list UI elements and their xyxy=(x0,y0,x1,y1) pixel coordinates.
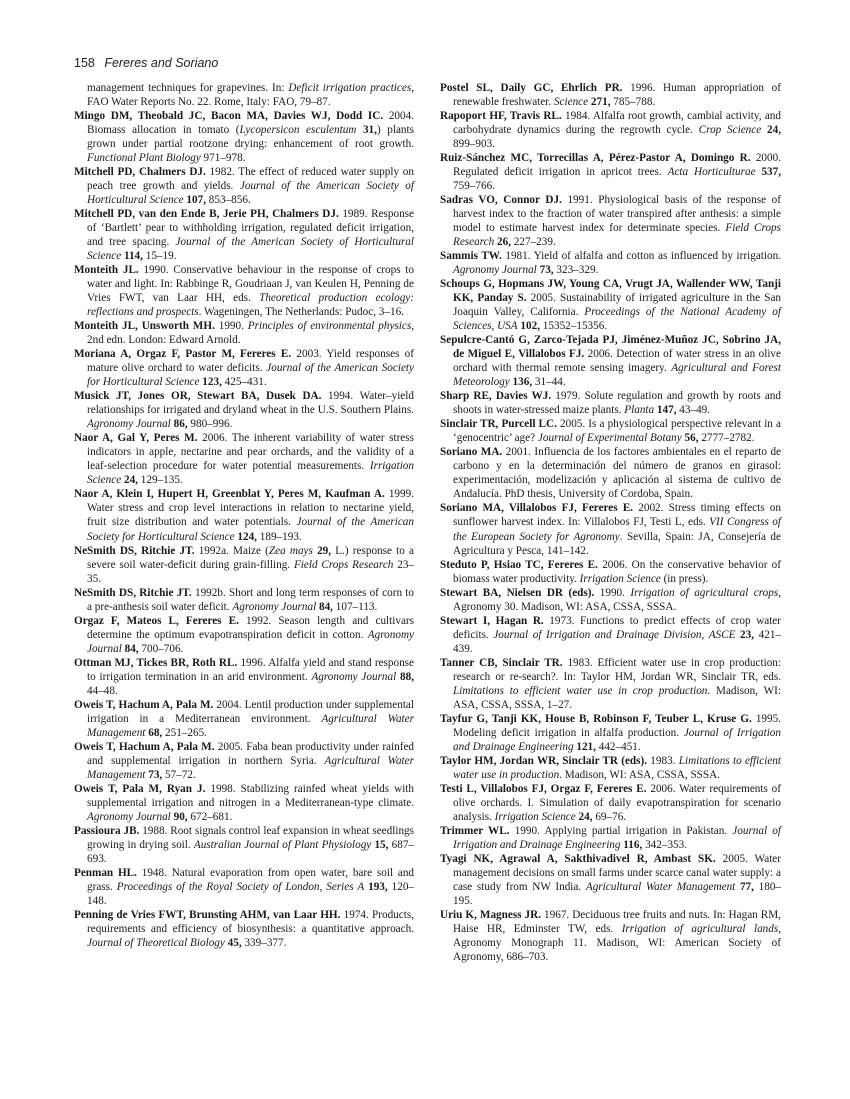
reference-text: 2005. Is a physiological perspective relevant in a ‘genocentric’ age? xyxy=(453,418,781,445)
reference-journal: Agronomy Journal xyxy=(311,670,397,683)
reference-authors: Tanner CB, Sinclair TR. xyxy=(440,656,563,669)
reference-authors: Sinclair TR, Purcell LC. xyxy=(440,418,557,431)
reference-text: , Agronomy Monograph 11. Madison, WI: American Society of Agronomy, 686–703. xyxy=(453,922,781,963)
reference-volume: 107, xyxy=(183,194,206,207)
reference-text: 785–788. xyxy=(610,96,656,109)
reference-text: 1992. Season length and cultivars determine the optimum evapotranspiration deficit in cotton. xyxy=(87,614,414,641)
reference-text: 31–44. xyxy=(532,376,566,389)
reference-authors: Stewart I, Hagan R. xyxy=(440,614,544,627)
reference-text: 853–856. xyxy=(206,194,251,207)
reference-authors: Oweis T, Hachum A, Pala M. xyxy=(74,740,215,753)
reference-text: 1990. xyxy=(594,586,631,599)
reference-text: 2001. Influencia de los factores ambientales en el reparto de carbono y en la determinación del número de granos en girasol: experimentación, modelización y aplicación al sistema de cultivo de Andalucía. PhD thesis, University of Cordoba, Spain. xyxy=(453,446,781,501)
reference-journal: Irrigation of agricultural crops xyxy=(630,586,779,599)
reference-volume: 116, xyxy=(620,838,643,851)
page-number: 158 xyxy=(74,56,95,70)
reference-text: , FAO Water Reports No. 22. Rome, Italy: FAO, 79–87. xyxy=(87,82,414,109)
reference-text: L.) response to a severe soil water-deficit during grain-filling. xyxy=(87,544,414,571)
reference-authors: Oweis T, Hachum A, Pala M. xyxy=(74,698,214,711)
reference-journal: Agricultural Water Management xyxy=(87,754,414,781)
reference-text: 180–195. xyxy=(453,880,782,907)
reference-text: 107–113. xyxy=(332,600,378,613)
reference-authors: Monteith JL. xyxy=(74,264,139,277)
reference-text: 672–681. xyxy=(187,810,233,823)
reference-volume: 31, xyxy=(356,124,377,137)
reference-entry xyxy=(74,487,414,543)
reference-text: 442–451. xyxy=(595,740,641,753)
reference-text: 227–239. xyxy=(511,236,556,249)
reference-authors: Mitchell PD, van den Ende B, Jerie PH, Chalmers DJ. xyxy=(74,208,339,221)
reference-text: 2777–2782. xyxy=(698,432,755,445)
reference-authors: Taylor HM, Jordan WR, Sinclair TR (eds). xyxy=(440,754,648,767)
reference-volume: 537, xyxy=(755,166,782,179)
reference-entry xyxy=(74,389,414,431)
reference-entry xyxy=(74,614,414,656)
reference-entry xyxy=(74,319,414,347)
reference-volume: 77, xyxy=(735,880,754,893)
reference-text: 43–49. xyxy=(676,404,711,417)
reference-text: 339–377. xyxy=(241,936,287,949)
reference-entry xyxy=(440,151,781,193)
reference-entry xyxy=(440,417,781,445)
reference-text: 251–265. xyxy=(162,726,207,739)
reference-volume: 147, xyxy=(654,404,677,417)
reference-journal: Zea mays xyxy=(268,544,313,557)
reference-text: 69–76. xyxy=(592,810,627,823)
reference-text: . Madison, WI: ASA, CSSA, SSSA. xyxy=(559,768,720,781)
reference-text: 1990. xyxy=(214,320,248,333)
reference-entry xyxy=(440,782,781,824)
reference-volume: 56, xyxy=(681,432,699,445)
reference-text: 687–693. xyxy=(87,838,415,865)
reference-volume: 86, xyxy=(170,418,188,431)
reference-authors: NeSmith DS, Ritchie JT. xyxy=(74,586,192,599)
reference-volume: 121, xyxy=(573,740,596,753)
reference-entry xyxy=(74,347,414,389)
reference-authors: Testi L, Villalobos FJ, Orgaz F, Fereres E. xyxy=(440,782,647,795)
reference-text: 1995. Modeling deficit irrigation in alfalfa production. xyxy=(453,712,782,739)
reference-journal: Journal of the American Society for Horticultural Science xyxy=(87,362,414,389)
reference-volume: 24, xyxy=(121,474,138,487)
reference-authors: Naor A, Klein I, Hupert H, Greenblat Y, Peres M, Kaufman A. xyxy=(74,488,385,501)
reference-entry xyxy=(440,333,781,389)
reference-text: 1998. Stabilizing rainfed wheat yields with supplemental irrigation and nitrogen in a Mediterranean-type climate. xyxy=(87,782,415,809)
reference-journal: Theoretical production ecology: reflections and prospects xyxy=(87,292,414,319)
reference-entry xyxy=(440,501,781,557)
reference-text: 2005. Sustainability of irrigated agriculture in the San Joaquin Valley, California. xyxy=(453,292,782,319)
reference-entry xyxy=(74,782,414,824)
reference-journal: Crop Science xyxy=(698,124,762,137)
reference-text: 129–135. xyxy=(137,474,183,487)
reference-authors: Rapoport HF, Travis RL. xyxy=(440,110,562,123)
reference-text: 2004. Lentil production under supplemental irrigation in a Mediterranean environment. xyxy=(87,698,414,725)
reference-volume: 193, xyxy=(364,880,388,893)
reference-text: , 2nd edn. London: Edward Arnold. xyxy=(87,320,414,347)
reference-volume: 24, xyxy=(575,810,593,823)
reference-authors: Penning de Vries FWT, Brunsting AHM, van Laar HH. xyxy=(74,908,341,921)
reference-journal: Principles of environmental physics xyxy=(247,320,412,333)
reference-journal: Journal of the American Society for Horticultural Science xyxy=(87,516,414,543)
reference-entry xyxy=(440,908,781,964)
reference-text: 15–19. xyxy=(142,250,177,263)
reference-journal: Proceedings of the National Academy of Sciences, USA xyxy=(453,306,781,333)
reference-text: 1981. Yield of alfalfa and cotton as influenced by irrigation. xyxy=(501,250,781,263)
reference-text: ) plants grown under partial rootzone drying: enhancement of root growth. xyxy=(87,124,414,151)
reference-journal: Agronomy Journal xyxy=(453,264,537,277)
reference-authors: Moriana A, Orgaz F, Pastor M, Fereres E. xyxy=(74,348,292,361)
reference-entry xyxy=(74,207,414,263)
reference-journal: Agricultural and Forest Meteorology xyxy=(453,362,781,389)
references-left-column xyxy=(74,81,414,950)
reference-entry xyxy=(74,866,414,908)
reference-volume: 136, xyxy=(509,376,533,389)
reference-text: 1991. Physiological basis of the response of harvest index to the fraction of water transpired after anthesis: a simple model to estimate harvest index for determinate species. xyxy=(453,194,781,235)
reference-text: 2006. The inherent variability of water stress indicators in apple, nectarine and pear orchards, and the validity of a leaf-selection procedure for water potential measurements. xyxy=(87,432,414,473)
reference-authors: Oweis T, Pala M, Ryan J. xyxy=(74,782,206,795)
reference-entry xyxy=(440,389,781,417)
reference-authors: Sammis TW. xyxy=(440,250,502,263)
reference-journal: Limitations to efficient water use in production xyxy=(453,754,781,781)
reference-text: 1984. Alfalfa root growth, cambial activity, and carbohydrate dynamics during the regrowth cycle. xyxy=(453,110,781,137)
reference-text: 2006. Water requirements of olive orchards. I. Simulation of daily evapotranspiration for scenario analysis. xyxy=(453,782,781,823)
reference-journal: Agricultural Water Management xyxy=(585,880,736,893)
reference-text: 2004. Biomass allocation in tomato ( xyxy=(87,110,415,137)
reference-entry xyxy=(440,558,781,586)
reference-text: 425–431. xyxy=(221,376,267,389)
reference-text: 1983. Efficient water use in crop production: research or re-search?. In: Taylor HM, Jordan WR, Sinclair TR, eds. xyxy=(453,656,781,683)
reference-journal: Acta Horticulturae xyxy=(667,166,756,179)
reference-text: 1983. xyxy=(647,754,679,767)
reference-text: 2006. On the conservative behavior of biomass water productivity. xyxy=(453,558,781,585)
page-header xyxy=(74,56,218,70)
reference-text: . Sevilla, Spain: JA, Consejería de Agricultura y Pesca, 141–142. xyxy=(453,530,781,557)
reference-text: 1992b. Short and long term responses of corn to a pre-anthesis soil water deficit. xyxy=(87,586,415,613)
reference-text: 1988. Root signals control leaf expansion in wheat seedlings growing in drying soil. xyxy=(87,824,414,851)
reference-journal: Lycopersicon esculentum xyxy=(239,124,357,137)
reference-entry xyxy=(440,249,781,277)
running-head-authors: Fereres and Soriano xyxy=(104,56,219,70)
reference-journal: Journal of Irrigation and Drainage Engineering xyxy=(453,824,781,851)
reference-text: 2005. Faba bean productivity under rainfed and supplemental irrigation in northern Syria. xyxy=(87,740,414,767)
reference-entry xyxy=(440,81,781,109)
reference-journal: VII Congress of the European Society for Agronomy xyxy=(453,516,782,543)
reference-authors: Ruiz-Sánchez MC, Torrecillas A, Pérez-Pastor A, Domingo R. xyxy=(440,152,751,165)
reference-journal: Irrigation of agricultural lands xyxy=(621,922,779,935)
reference-authors: Penman HL. xyxy=(74,866,137,879)
reference-text: 1994. Water–yield relationships for irrigated and dryland wheat in the U.S. Southern Plains. xyxy=(87,390,414,417)
reference-authors: Naor A, Gal Y, Peres M. xyxy=(74,432,198,445)
reference-entry xyxy=(440,824,781,852)
reference-authors: Sharp RE, Davies WJ. xyxy=(440,390,552,403)
reference-text: , Agronomy 30. Madison, WI: ASA, CSSA, SSSA. xyxy=(453,586,782,613)
reference-text: 1948. Natural evaporation from open water, bare soil and grass. xyxy=(87,866,415,893)
reference-text: 1990. Applying partial irrigation in Pakistan. xyxy=(509,824,733,837)
reference-volume: 124, xyxy=(234,530,257,543)
reference-text: 1996. Human appropriation of renewable freshwater. xyxy=(453,82,781,109)
reference-entry xyxy=(440,445,781,501)
reference-authors: Steduto P, Hsiao TC, Fereres E. xyxy=(440,558,598,571)
reference-entry xyxy=(440,109,781,151)
reference-journal: Field Crops Research xyxy=(453,222,781,249)
reference-journal: Journal of Theoretical Biology xyxy=(87,936,225,949)
reference-journal: Limitations to efficient water use in crop production xyxy=(453,684,708,697)
reference-volume: 73, xyxy=(145,768,163,781)
reference-volume: 114, xyxy=(121,250,143,263)
reference-text: 189–193. xyxy=(256,530,302,543)
reference-authors: Monteith JL, Unsworth MH. xyxy=(74,320,215,333)
reference-authors: Uriu K, Magness JR. xyxy=(440,908,542,921)
reference-entry xyxy=(74,698,414,740)
reference-volume: 45, xyxy=(224,936,242,949)
reference-authors: Schoups G, Hopmans JW, Young CA, Vrugt JA, Wallender WW, Tanji KK, Panday S. xyxy=(440,278,781,305)
reference-authors: Tyagi NK, Agrawal A, Sakthivadivel R, Ambast SK. xyxy=(440,852,716,865)
reference-volume: 23, xyxy=(735,628,755,641)
reference-entry xyxy=(440,277,781,333)
reference-volume: 88, xyxy=(396,670,415,683)
reference-journal: Australian Journal of Plant Physiology xyxy=(193,838,372,851)
reference-authors: Soriano MA. xyxy=(440,446,503,459)
reference-volume: 123, xyxy=(199,376,222,389)
reference-text: 2003. Yield responses of mature olive orchard to water deficits. xyxy=(87,348,414,375)
reference-authors: Musick JT, Jones OR, Stewart BA, Dusek DA. xyxy=(74,390,322,403)
reference-text: 1967. Deciduous tree fruits and nuts. In: Hagan RM, Haise HR, Edminster TW, eds. xyxy=(453,908,781,935)
reference-volume: 68, xyxy=(145,726,163,739)
reference-journal: Planta xyxy=(624,404,655,417)
reference-volume: 24, xyxy=(761,124,781,137)
reference-entry xyxy=(440,586,781,614)
reference-text: 1999. Water stress and crop level interactions in relation to nectarine yield, fruit size distribution and water potentials. xyxy=(87,488,415,529)
reference-journal: Irrigation Science xyxy=(87,460,414,487)
reference-text: 759–766. xyxy=(453,180,495,193)
reference-journal: Agronomy Journal xyxy=(87,810,171,823)
reference-text: 1992a. Maize ( xyxy=(194,544,269,557)
reference-text: 1989. Response of ‘Bartlett’ pear to withholding irrigation, regulated deficit irrigation, and tree spacing. xyxy=(87,208,414,249)
reference-text: 323–329. xyxy=(553,264,599,277)
reference-journal: Irrigation Science xyxy=(579,572,661,585)
reference-text: 421–439. xyxy=(453,628,782,655)
reference-text: 700–706. xyxy=(138,642,184,655)
reference-text: 899–903. xyxy=(453,138,495,151)
reference-authors: Orgaz F, Mateos L, Fereres E. xyxy=(74,614,239,627)
reference-authors: Postel SL, Daily GC, Ehrlich PR. xyxy=(440,82,623,94)
reference-text: 57–72. xyxy=(162,768,196,781)
reference-volume: 84, xyxy=(121,642,139,655)
reference-journal: Proceedings of the Royal Society of London, Series A xyxy=(116,880,365,893)
reference-volume: 84, xyxy=(316,600,333,613)
reference-entry xyxy=(74,431,414,487)
reference-entry xyxy=(440,712,781,754)
reference-authors: Soriano MA, Villalobos FJ, Fereres E. xyxy=(440,502,634,515)
reference-entry xyxy=(74,544,414,586)
reference-journal: Deficit irrigation practices xyxy=(288,82,412,94)
reference-volume: 271, xyxy=(588,96,611,109)
reference-text: 1973. Functions to predict effects of crop water deficits. xyxy=(453,614,781,641)
reference-text: (in press). xyxy=(660,572,709,585)
reference-entry xyxy=(74,81,414,109)
reference-entry xyxy=(440,656,781,712)
reference-text: 2002. Stress timing effects on sunflower harvest index. In: Villalobos FJ, Testi L, eds. xyxy=(453,502,781,529)
reference-entry xyxy=(74,263,414,319)
reference-entry xyxy=(74,109,414,165)
reference-journal: Journal of Irrigation and Drainage Engineering xyxy=(453,726,781,753)
reference-authors: Tayfur G, Tanji KK, House B, Robinson F, Teuber L, Kruse G. xyxy=(440,712,752,725)
reference-text: . Wageningen, The Netherlands: Pudoc, 3–16. xyxy=(198,306,404,319)
reference-entry xyxy=(74,165,414,207)
reference-authors: Sepulcre-Cantó G, Zarco-Tejada PJ, Jiménez-Muñoz JC, Sobrino JA, de Miguel E, Villalobos FJ. xyxy=(440,334,781,361)
reference-authors: Stewart BA, Nielsen DR (eds). xyxy=(440,586,595,599)
reference-journal: Journal of the American Society of Horticultural Science xyxy=(87,236,414,263)
reference-text: 971–978. xyxy=(200,152,246,165)
reference-volume: 15, xyxy=(371,838,389,851)
reference-entry xyxy=(74,740,414,782)
reference-journal: Agronomy Journal xyxy=(87,418,171,431)
reference-volume: 90, xyxy=(170,810,188,823)
reference-text: 1982. The effect of reduced water supply on peach tree growth and yields. xyxy=(87,166,414,193)
reference-authors: Sadras VO, Connor DJ. xyxy=(440,194,562,207)
reference-text: . Madison, WI: ASA, CSSA, SSSA, 1–27. xyxy=(453,684,781,711)
reference-journal: Field Crops Research xyxy=(293,558,394,571)
reference-text: 2000. Regulated deficit irrigation in apricot trees. xyxy=(453,152,782,179)
reference-text: 23–35. xyxy=(87,558,415,585)
reference-volume: 29, xyxy=(312,544,332,557)
reference-text: 1979. Solute regulation and growth by roots and shoots in water-stressed maize plants. xyxy=(453,390,781,417)
reference-journal: Science xyxy=(553,96,589,109)
reference-text: 2005. Water management decisions on small farms under scarce canal water supply: a case study from NW India. xyxy=(453,852,781,893)
reference-journal: Agricultural Water Management xyxy=(87,712,414,739)
reference-entry xyxy=(74,908,414,950)
reference-journal: Agronomy Journal xyxy=(87,628,414,655)
reference-entry xyxy=(74,656,414,698)
reference-entry xyxy=(74,824,414,866)
reference-text: 342–353. xyxy=(642,838,688,851)
reference-journal: Journal of Experimental Botany xyxy=(537,432,682,445)
reference-text: 1996. Alfalfa yield and stand response to irrigation termination in an arid environment. xyxy=(87,656,415,683)
reference-text: 2006. Detection of water stress in an olive orchard with thermal remote sensing imagery. xyxy=(453,348,781,375)
reference-volume: 26, xyxy=(494,236,511,249)
reference-text: 44–48. xyxy=(87,684,118,697)
reference-authors: Mitchell PD, Chalmers DJ. xyxy=(74,166,206,179)
reference-journal: Functional Plant Biology xyxy=(87,152,201,165)
reference-authors: Ottman MJ, Tickes BR, Roth RL. xyxy=(74,656,238,669)
reference-journal: Irrigation Science xyxy=(494,810,576,823)
reference-authors: NeSmith DS, Ritchie JT. xyxy=(74,544,195,557)
reference-entry xyxy=(74,586,414,614)
reference-journal: Agronomy Journal xyxy=(232,600,317,613)
reference-journal: Journal of Irrigation and Drainage Division, ASCE xyxy=(493,628,736,641)
reference-volume: 73, xyxy=(536,264,554,277)
reference-text: 1974. Products, requirements and efficiency of biosynthesis: a quantitative approach. xyxy=(87,908,414,935)
references-right-column xyxy=(440,81,781,964)
reference-text: 980–996. xyxy=(187,418,233,431)
reference-authors: Mingo DM, Theobald JC, Bacon MA, Davies WJ, Dodd IC. xyxy=(74,110,384,123)
reference-volume: 102, xyxy=(517,320,540,333)
reference-entry xyxy=(440,193,781,249)
reference-entry xyxy=(440,754,781,782)
reference-entry xyxy=(440,614,781,656)
reference-text: management techniques for grapevines. In: xyxy=(87,82,289,94)
reference-text: 15352–15356. xyxy=(540,320,608,333)
reference-text: 1990. Conservative behaviour in the response of crops to water and light. In: Rabbinge R, Goudriaan J, van Keulen H, Penning de Vries FWT, van Laar HH, eds. xyxy=(87,264,414,305)
reference-authors: Trimmer WL. xyxy=(440,824,510,837)
reference-journal: Journal of the American Society of Horticultural Science xyxy=(87,180,414,207)
reference-entry xyxy=(440,852,781,908)
reference-authors: Passioura JB. xyxy=(74,824,140,837)
reference-text: 120–148. xyxy=(87,880,414,907)
